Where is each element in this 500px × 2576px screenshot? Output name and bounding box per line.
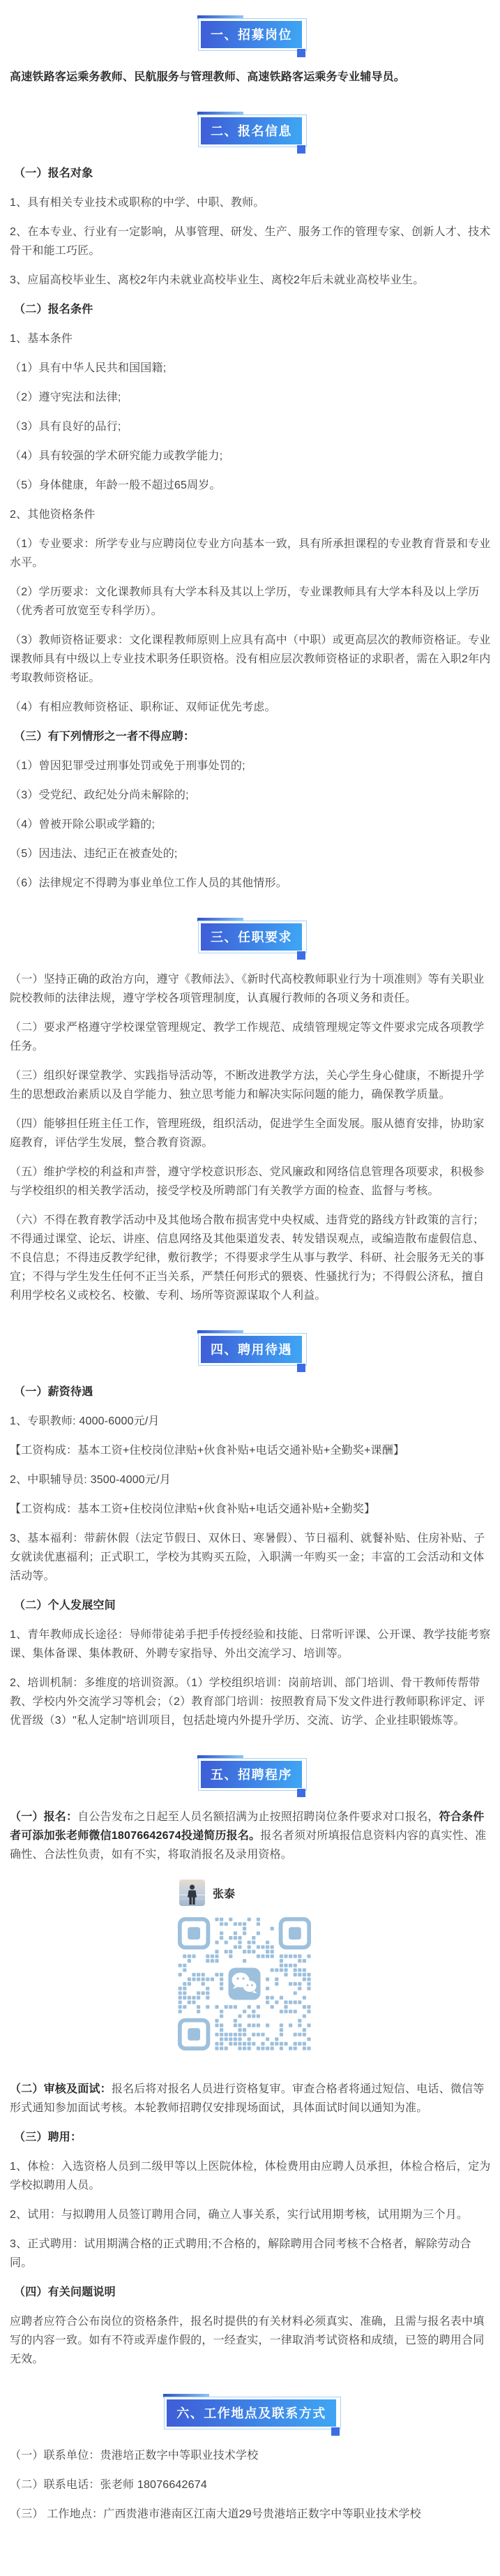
paragraph — [10, 1674, 493, 1730]
badge-corner-decoration — [297, 49, 305, 57]
text-run: 3、正式聘用：试用期满合格的正式聘用;不合格的，解除聘用合同考核不合格者，解除劳动合同。 — [10, 2238, 471, 2269]
section-badge — [201, 1336, 302, 1363]
text-run: （4）有相应教师资格证、职称证、双师证优先考虑。 — [10, 701, 276, 713]
badge-corner-decoration — [297, 1364, 305, 1372]
paragraph — [10, 193, 493, 212]
text-run: （2）遵守宪法和法律; — [10, 392, 121, 403]
sub-heading — [10, 1596, 493, 1615]
text-run: 符合条件者可添加张老师微信18076642674投递简历报名。 — [10, 1811, 485, 1842]
wechat-contact-card — [179, 1879, 493, 1906]
text-run: （二）报名条件 — [14, 304, 93, 315]
text-run: 高速铁路客运乘务教师、民航服务与管理教师、高速铁路客运乘务专业辅导员。 — [10, 71, 406, 83]
person-photo — [179, 1879, 205, 1906]
text-run: （一）报名： — [10, 1811, 78, 1823]
paragraph — [10, 2235, 493, 2272]
wechat-qr-code — [178, 1917, 493, 2050]
section-5 — [10, 1761, 493, 2369]
text-run: （二）要求严格遵守学校课堂管理规定、教学工作规范、成绩管理规定等文件要求完成各项教学任务。 — [10, 1022, 485, 1052]
section-badge-label: 一、招募岗位 — [201, 21, 302, 48]
text-run: 2、中职辅导员: 3500-4000元/月 — [10, 1474, 171, 1486]
paragraph — [10, 844, 493, 863]
text-run: 2、培训机制：多维度的培训资源。（1）学校组织培训：岗前培训、部门培训、骨干教师传帮带教、学校内外交流学习等机会；（2）教育部门培训：按照教育局下发文件进行教师职称评定、评优晋级（3）"私人定制"培训项目，包括赴境内外提升学历、交流、访学、企业挂职锻炼等。 — [10, 1677, 485, 1727]
text-run: （2）学历要求：文化课教师具有大学本科及其以上学历，专业课教师具有大学本科及以上学历（优秀者可放宽至专科学历）。 — [10, 586, 480, 617]
section-badge-label: 五、招聘程序 — [201, 1761, 302, 1788]
paragraph — [10, 786, 493, 805]
section-6 — [10, 2399, 493, 2524]
badge-corner-decoration — [297, 1789, 305, 1797]
text-run: 2、其他资格条件 — [10, 509, 96, 521]
paragraph — [10, 1163, 493, 1200]
section-badge-label: 四、聘用待遇 — [201, 1336, 302, 1363]
text-run: （1）曾因犯罪受过刑事处罚或免于刑事处罚的; — [10, 760, 245, 772]
text-run: 3、应届高校毕业生、离校2年内未就业高校毕业生、离校2年后未就业高校毕业生。 — [10, 274, 425, 286]
text-run: 1、具有相关专业技术或职称的中学、中职、教师。 — [10, 197, 265, 209]
text-run: 【工资构成：基本工资+住校岗位津贴+伙食补贴+电话交通补贴+全勤奖+课酬】 — [10, 1445, 405, 1457]
section-badge-label: 二、报名信息 — [201, 117, 302, 144]
text-run: 2、在本专业、行业有一定影响，从事管理、研发、生产、服务工作的管理专家、创新人才、技术骨干和能工巧匠。 — [10, 226, 491, 257]
paragraph — [10, 223, 493, 260]
paragraph — [10, 447, 493, 466]
text-run: （二）个人发展空间 — [14, 1600, 116, 1611]
section-badge-wrap — [10, 923, 493, 951]
paragraph — [10, 757, 493, 775]
text-run: 1、体检：入选资格人员到二级甲等以上医院体检，体检费用由应聘人员承担，体检合格后，定为学校拟聘用人员。 — [10, 2161, 491, 2191]
sub-heading — [10, 727, 493, 746]
paragraph — [10, 2446, 493, 2465]
section-badge-wrap — [10, 2399, 493, 2427]
sub-heading — [10, 300, 493, 319]
section-badge-wrap — [10, 117, 493, 144]
sub-heading — [10, 2128, 493, 2147]
badge-corner-decoration — [331, 2427, 340, 2436]
sub-heading — [10, 2283, 493, 2302]
paragraph — [10, 1066, 493, 1104]
paragraph — [10, 970, 493, 1008]
text-run: 3、基本福利：带薪休假（法定节假日、双休日、寒暑假）、节日福利、就餐补贴、住房补贴、子女就读优惠福利；正式职工，学校为其购买五险，入职满一年购买一金；丰富的工会活动和文体活动等。 — [10, 1533, 485, 1582]
paragraph — [10, 2476, 493, 2494]
text-run: （3）教师资格证要求：文化课程教师原则上应具有高中（中职）或更高层次的教师资格证。专业课教师具有中级以上专业技术职务任职资格。没有相应层次教师资格证的求职者，需在入职2年内考取教师资格证。 — [10, 634, 491, 684]
text-run: （4）曾被开除公职或学籍的; — [10, 819, 156, 831]
paragraph — [10, 1115, 493, 1152]
paragraph — [10, 631, 493, 687]
section-badge — [201, 923, 302, 951]
text-run: （1）专业要求：所学专业与应聘岗位专业方向基本一致，具有所承担课程的专业教育背景和专业水平。 — [10, 538, 491, 569]
paragraph — [10, 1500, 493, 1519]
paragraph — [10, 2205, 493, 2224]
text-run: （4）具有较强的学术研究能力或教学能力; — [10, 450, 223, 462]
sub-heading — [10, 164, 493, 183]
section-badge-label: 三、任职要求 — [201, 923, 302, 951]
wechat-icon — [229, 1968, 261, 2000]
paragraph — [10, 2080, 493, 2117]
text-run: （1）具有中华人民共和国国籍; — [10, 362, 167, 374]
section-badge-wrap — [10, 21, 493, 48]
paragraph — [10, 874, 493, 893]
text-run: 1、基本条件 — [10, 333, 73, 345]
text-run: 自公告发布之日起至人员名额招满为止按照招聘岗位条件要求对口报名， — [77, 1811, 439, 1823]
paragraph — [10, 2505, 493, 2524]
text-run: （一）联系单位：贵港培正数字中等职业技术学校 — [10, 2450, 259, 2462]
paragraph — [10, 1412, 493, 1431]
text-run: （3）受党纪、政纪处分尚未解除的; — [10, 789, 189, 801]
paragraph — [10, 505, 493, 524]
wechat-avatar — [179, 1879, 205, 1906]
text-run: （三）有下列情形之一者不得应聘： — [14, 731, 195, 743]
paragraph — [10, 535, 493, 572]
paragraph — [10, 1625, 493, 1663]
paragraph — [10, 68, 493, 87]
paragraph — [10, 476, 493, 495]
section-badge-label: 六、工作地点及联系方式 — [167, 2399, 336, 2427]
paragraph — [10, 815, 493, 834]
section-badge-wrap — [10, 1761, 493, 1788]
paragraph — [10, 2312, 493, 2369]
section-1 — [10, 21, 493, 87]
paragraph — [10, 583, 493, 620]
section-3 — [10, 923, 493, 1305]
section-badge — [201, 117, 302, 144]
text-run: （五）维护学校的利益和声誉，遵守学校意识形态、党风廉政和网络信息管理各项要求，积极参与学校组织的相关教学活动，接受学校及所聘部门有关教学方面的检查、监督与考核。 — [10, 1166, 485, 1197]
contact-name: 张泰 — [213, 1888, 236, 1900]
paragraph — [10, 2157, 493, 2195]
paragraph — [10, 359, 493, 378]
text-run: （三） 工作地点：广西贵港市港南区江南大道29号贵港培正数字中等职业技术学校 — [10, 2508, 421, 2520]
text-run: （5）身体健康，年龄一般不超过65周岁。 — [10, 479, 221, 491]
paragraph — [10, 1471, 493, 1489]
text-run: （一）薪资待遇 — [14, 1386, 93, 1398]
text-run: （一）坚持正确的政治方向，遵守《教师法》、《新时代高校教师职业行为十项准则》等有关职业院校教师的法律法规，遵守学校各项管理制度，认真履行教师的各项义务和责任。 — [10, 974, 485, 1004]
text-run: （二）联系电话：张老师 18076642674 — [10, 2479, 207, 2491]
text-run: （一）报名对象 — [14, 167, 93, 179]
text-run: 1、专职教师: 4000-6000元/月 — [10, 1415, 160, 1427]
paragraph — [10, 1808, 493, 1864]
paragraph — [10, 271, 493, 290]
section-badge-wrap — [10, 1336, 493, 1363]
text-run: 应聘者应符合公布岗位的资格条件，报名时提供的有关材料必须真实、准确，且需与报名表中填写的内容一致。如有不符或弄虚作假的，一经查实，一律取消考试资格和成绩，已签的聘用合同无效。 — [10, 2316, 485, 2365]
text-run: （四）能够担任班主任工作，管理班级，组织活动，促进学生全面发展。服从德育安排，协助家庭教育，评估学生发展，整合教育资源。 — [10, 1118, 485, 1149]
text-run: （3）具有良好的品行; — [10, 421, 121, 433]
paragraph — [10, 1018, 493, 1056]
text-run: 【工资构成：基本工资+住校岗位津贴+伙食补贴+电话交通补贴+全勤奖】 — [10, 1503, 376, 1515]
paragraph — [10, 329, 493, 348]
text-run: （6）法律规定不得聘为事业单位工作人员的其他情形。 — [10, 877, 287, 889]
text-run: （三）聘用： — [14, 2131, 82, 2143]
text-run: （二）审核及面试： — [10, 2083, 112, 2095]
paragraph — [10, 417, 493, 436]
text-run: 2、试用：与拟聘用人员签订聘用合同，确立人事关系，实行试用期考核，试用期为三个月。 — [10, 2209, 469, 2221]
section-2 — [10, 117, 493, 893]
section-badge — [201, 21, 302, 48]
section-4 — [10, 1336, 493, 1730]
text-run: 报名后将对报名人员进行资格复审。审查合格者将通过短信、电话、微信等形式通知参加面试考核。本轮教师招聘仅安排现场面试，具体面试时间以通知为准。 — [10, 2083, 485, 2114]
text-run: （四）有关问题说明 — [14, 2286, 116, 2298]
paragraph — [10, 1441, 493, 1460]
text-run: （三）组织好课堂教学、实践指导活动等，不断改进教学方法，关心学生身心健康，不断提升学生的思想政治素质以及自学能力、独立思考能力和解决实际问题的能力，确保教学质量。 — [10, 1070, 485, 1101]
text-run: （六）不得在教育教学活动中及其他场合散布损害党中央权威、违背党的路线方针政策的言行；不得通过课堂、论坛、讲座、信息网络及其他渠道发表、转发错误观点，或编造散布虚假信息、不良信息；不得违反教学纪律，敷衍教学；不得要求学生从事与教学、科研、社会服务无关的事宜；不得与学生发生任何不正当关系，严禁任何形式的猥亵、性骚扰行为；不得假公济私，擅自利用学校名义或校名、校徽、专利、场所等资源谋取个人利益。 — [10, 1214, 485, 1302]
badge-corner-decoration — [297, 951, 305, 960]
paragraph — [10, 388, 493, 407]
paragraph — [10, 1529, 493, 1586]
section-badge — [167, 2399, 336, 2427]
text-run: 报名者须对所填报信息资料内容的真实性、准确性、合法性负责，如有不实，将取消报名及录用资格。 — [10, 1830, 487, 1861]
sub-heading — [10, 1383, 493, 1401]
text-run: 1、青年教师成长途径：导师带徒弟手把手传授经验和技能、日常听评课、公开课、教学技能考察课、集体备课、集体教研、外聘专家指导、外出交流学习、培训等。 — [10, 1629, 491, 1660]
text-run: （5）因违法、违纪正在被查处的; — [10, 848, 178, 860]
section-badge — [201, 1761, 302, 1788]
paragraph — [10, 1211, 493, 1305]
badge-corner-decoration — [297, 145, 305, 154]
paragraph — [10, 698, 493, 717]
